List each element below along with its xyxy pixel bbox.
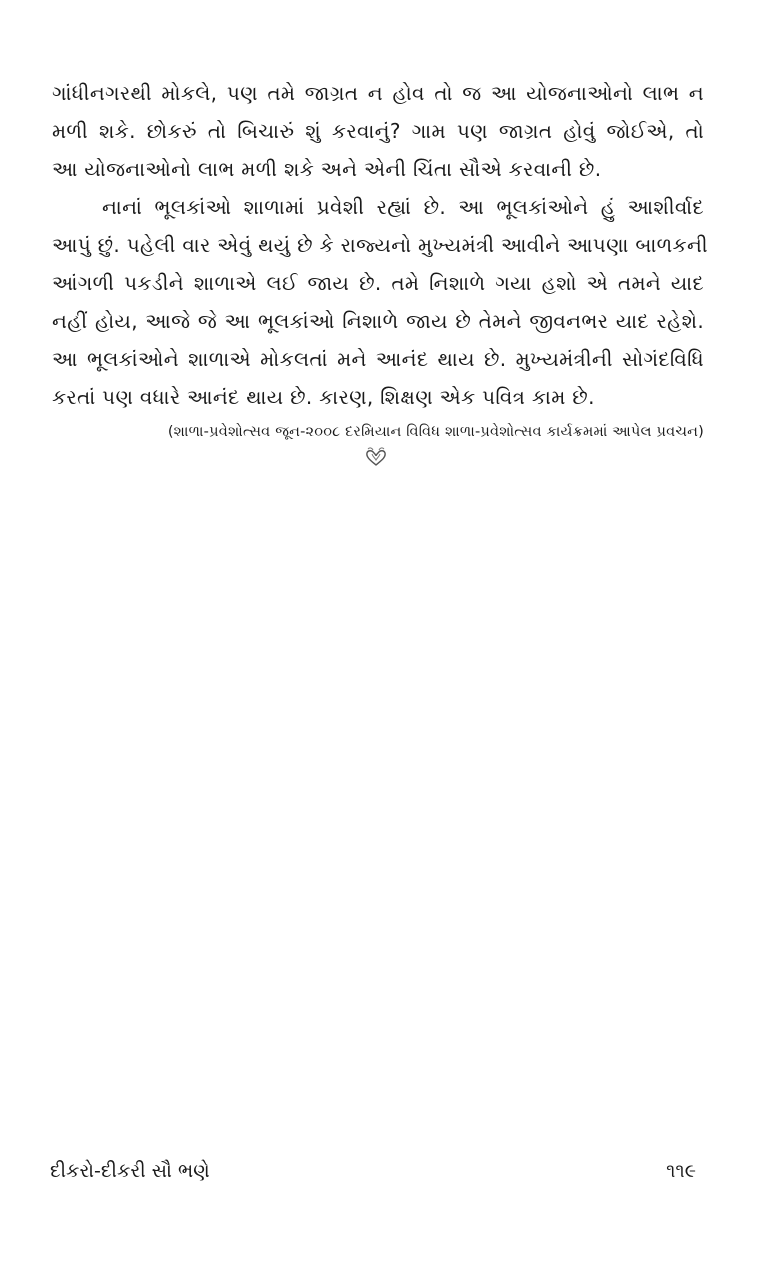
paragraph-1-line-2: મળી શકે. છોકરું તો બિચારું શું કરવાનું? ગામ પણ જાગ્રત હોવું જોઈએ, તો — [52, 119, 704, 143]
paragraph-1-line-3: આ યોજનાઓનો લાભ મળી શકે અને એની ચિંતા સૌએ કરવાની છે. — [52, 157, 602, 181]
paragraph-2-line-6: કરતાં પણ વધારે આનંદ થાય છે. કારણ, શિક્ષણ એક પવિત્ર કામ છે. — [52, 385, 595, 409]
page-number: ૧૧૯ — [666, 1160, 696, 1182]
heart-flourish-icon — [362, 445, 390, 469]
paragraph-2-line-1: નાનાં ભૂલકાંઓ શાળામાં પ્રવેશી રહ્યાં છે. આ ભૂલકાંઓને હું આશીર્વાદ — [102, 195, 704, 219]
source-note: (શાળા-પ્રવેશોત્સવ જૂન-૨૦૦૮ દરમિયાન વિવિધ શાળા-પ્રવેશોત્સવ કાર્યક્રમમાં આપેલ પ્રવચન) — [167, 424, 704, 440]
footer-book-title: દીકરો-દીકરી સૌ ભણે — [50, 1160, 210, 1182]
paragraph-2-line-3: આંગળી પકડીને શાળાએ લઈ જાય છે. તમે નિશાળે ગયા હશો એ તમને યાદ — [52, 271, 704, 295]
paragraph-1-line-1: ગાંધીનગરથી મોકલે, પણ તમે જાગ્રત ન હોવ તો જ આ યોજનાઓનો લાભ ન — [52, 81, 704, 105]
body-text — [52, 74, 708, 446]
paragraph-2-line-4: નહીં હોય, આજે જે આ ભૂલકાંઓ નિશાળે જાય છે તેમને જીવનભર યાદ રહેશે. — [52, 309, 704, 333]
paragraph-2-line-5: આ ભૂલકાંઓને શાળાએ મોકલતાં મને આનંદ થાય છે. મુખ્યમંત્રીની સોગંદવિધિ — [52, 347, 704, 371]
paragraph-2-line-2: આપું છું. પહેલી વાર એવું થયું છે કે રાજ્યનો મુખ્યમંત્રી આવીને આપણા બાળકની — [52, 233, 708, 257]
